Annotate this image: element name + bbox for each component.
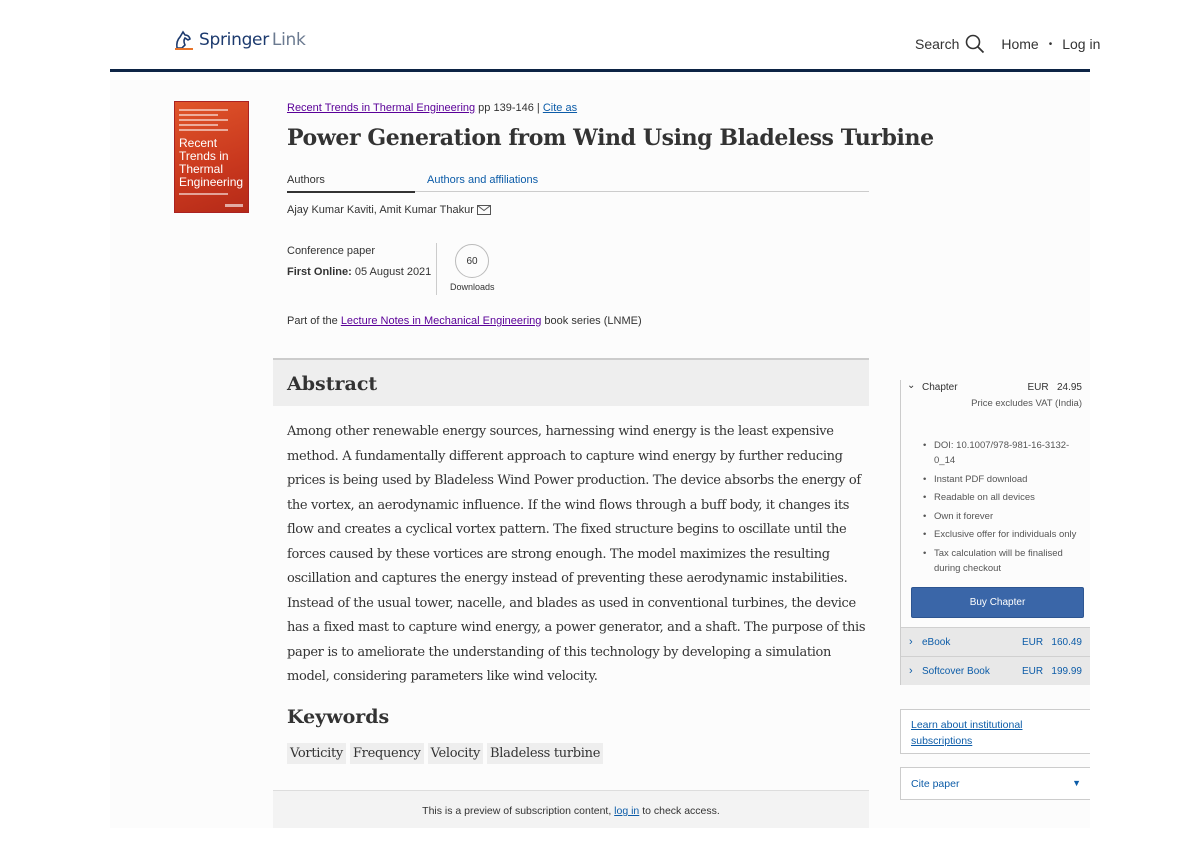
series-suffix: book series (LNME): [541, 315, 642, 327]
site-header: [110, 0, 1101, 72]
institutional-subscriptions-link[interactable]: Learn about institutional subscriptions: [911, 719, 1023, 747]
search-icon: [965, 34, 985, 54]
series-link[interactable]: Lecture Notes in Mechanical Engineering: [340, 315, 542, 327]
benefit-item: • Instant PDF download: [923, 472, 1090, 487]
author-tabs: [287, 172, 869, 192]
springerlink-logo[interactable]: [173, 29, 306, 51]
ebook-option[interactable]: [901, 627, 1090, 656]
keywords-heading: Keywords: [287, 706, 390, 728]
nav-separator: •: [1048, 38, 1053, 50]
book-link[interactable]: Recent Trends in Thermal Engineering: [287, 102, 476, 114]
preview-suffix: to check access.: [639, 805, 720, 817]
chapter-label: Chapter: [922, 382, 958, 393]
breadcrumb-separator: |: [536, 102, 540, 114]
content-type: Conference paper: [287, 245, 376, 257]
chapter-option-toggle[interactable]: [901, 380, 1090, 398]
breadcrumb: [287, 102, 577, 114]
author-list: [287, 204, 491, 216]
benefit-item: • Own it forever: [923, 509, 1090, 524]
cover-title: Recent Trends in Thermal Engineering: [179, 136, 244, 189]
purchase-panel: [900, 380, 1090, 685]
book-series: [287, 315, 642, 327]
keywords-list: [287, 743, 607, 764]
ebook-label: eBook: [922, 636, 951, 648]
first-online: [287, 266, 431, 278]
preview-prefix: This is a preview of subscription content,: [422, 805, 615, 817]
search-button[interactable]: [915, 34, 985, 54]
benefit-item: • Exclusive offer for individuals only: [923, 527, 1090, 542]
page-title: Power Generation from Wind Using Bladeless Turbine: [287, 125, 934, 151]
keyword-item: Velocity: [428, 743, 483, 764]
keyword-item: Frequency: [350, 743, 424, 764]
subscription-preview-notice: [273, 790, 869, 828]
softcover-option[interactable]: [901, 656, 1090, 685]
chevron-right-icon: ›: [909, 635, 913, 648]
softcover-price: EUR 199.99: [1021, 665, 1082, 677]
ebook-price: EUR 160.49: [1021, 636, 1082, 648]
buy-chapter-button[interactable]: Buy Chapter: [911, 587, 1084, 618]
tab-authors[interactable]: Authors: [287, 174, 415, 193]
benefit-item: • Tax calculation will be finalised during checkout: [923, 546, 1090, 576]
abstract-heading: Abstract: [287, 373, 378, 395]
institutional-box: [900, 709, 1090, 754]
book-cover-image[interactable]: [174, 101, 249, 213]
abstract-text: Among other renewable energy sources, harnessing wind energy is the least expensive method. A fundamentally different approach to capture wind energy by further reducing prices is being used by Bladeless Wind Power production. The device absorbs the energy of the vortex, an aerodynamic influence. If the wind flows through a buff body, it changes its flow and creates a cyclical vortex pattern. The fixed structure begins to oscillate until the forces caused by these vortices are strong enough. The model maximizes the resulting oscillation and captures the energy instead of preventing these aerodynamic instabilities. Instead of the usual tower, nacelle, and blades as used in conventional turbines, the device has a fixed mast to capture wind energy, a power generator, and a shaft. The purpose of this paper is to ameliorate the understanding of this technology by developing a simulation model, considering parameters like wind velocity.: [287, 424, 866, 684]
downloads-count: 60: [455, 244, 489, 278]
logo-springer-text: Springer: [199, 30, 269, 50]
keyword-item: Bladeless turbine: [487, 743, 603, 764]
login-link[interactable]: Log in: [1062, 36, 1101, 52]
benefit-item: • DOI: 10.1007/978-981-16-3132-0_14: [923, 438, 1090, 468]
chevron-down-icon: ⌄: [907, 380, 916, 391]
abstract-section-header: [273, 358, 869, 406]
logo-link-text: Link: [271, 30, 306, 50]
home-link[interactable]: Home: [1001, 36, 1039, 52]
email-icon[interactable]: [477, 205, 491, 215]
tab-authors-affiliations[interactable]: Authors and affiliations: [427, 174, 539, 186]
cite-paper-label: Cite paper: [911, 778, 960, 790]
chapter-benefits-list: [901, 418, 1090, 576]
downloads-label: Downloads: [450, 282, 495, 292]
header-nav: [915, 34, 1101, 54]
article-meta: [287, 245, 495, 295]
cite-paper-dropdown[interactable]: [900, 767, 1090, 800]
cite-as-link[interactable]: Cite as: [542, 102, 578, 114]
cover-publisher-mark: [225, 204, 243, 207]
vat-note: Price excludes VAT (India): [971, 398, 1082, 409]
softcover-label: Softcover Book: [922, 665, 990, 677]
benefit-item: • Readable on all devices: [923, 490, 1090, 505]
article-page: [110, 72, 1090, 828]
search-label: Search: [915, 36, 960, 52]
springer-horse-icon: [173, 29, 195, 51]
first-online-date: 05 August 2021: [351, 266, 432, 278]
chevron-right-icon: ›: [909, 664, 913, 677]
series-prefix: Part of the: [287, 315, 341, 327]
other-formats: [901, 627, 1090, 685]
first-online-label: First Online:: [287, 266, 352, 278]
author-names: Ajay Kumar Kaviti, Amit Kumar Thakur: [287, 204, 474, 216]
caret-down-icon: ▼: [1072, 778, 1081, 788]
keyword-item: Vorticity: [287, 743, 346, 764]
downloads-metric: [450, 244, 494, 292]
meta-divider: [436, 243, 437, 295]
chapter-price: EUR 24.95: [1027, 382, 1082, 393]
preview-login-link[interactable]: log in: [614, 805, 640, 817]
page-range: pp 139-146: [475, 102, 537, 114]
